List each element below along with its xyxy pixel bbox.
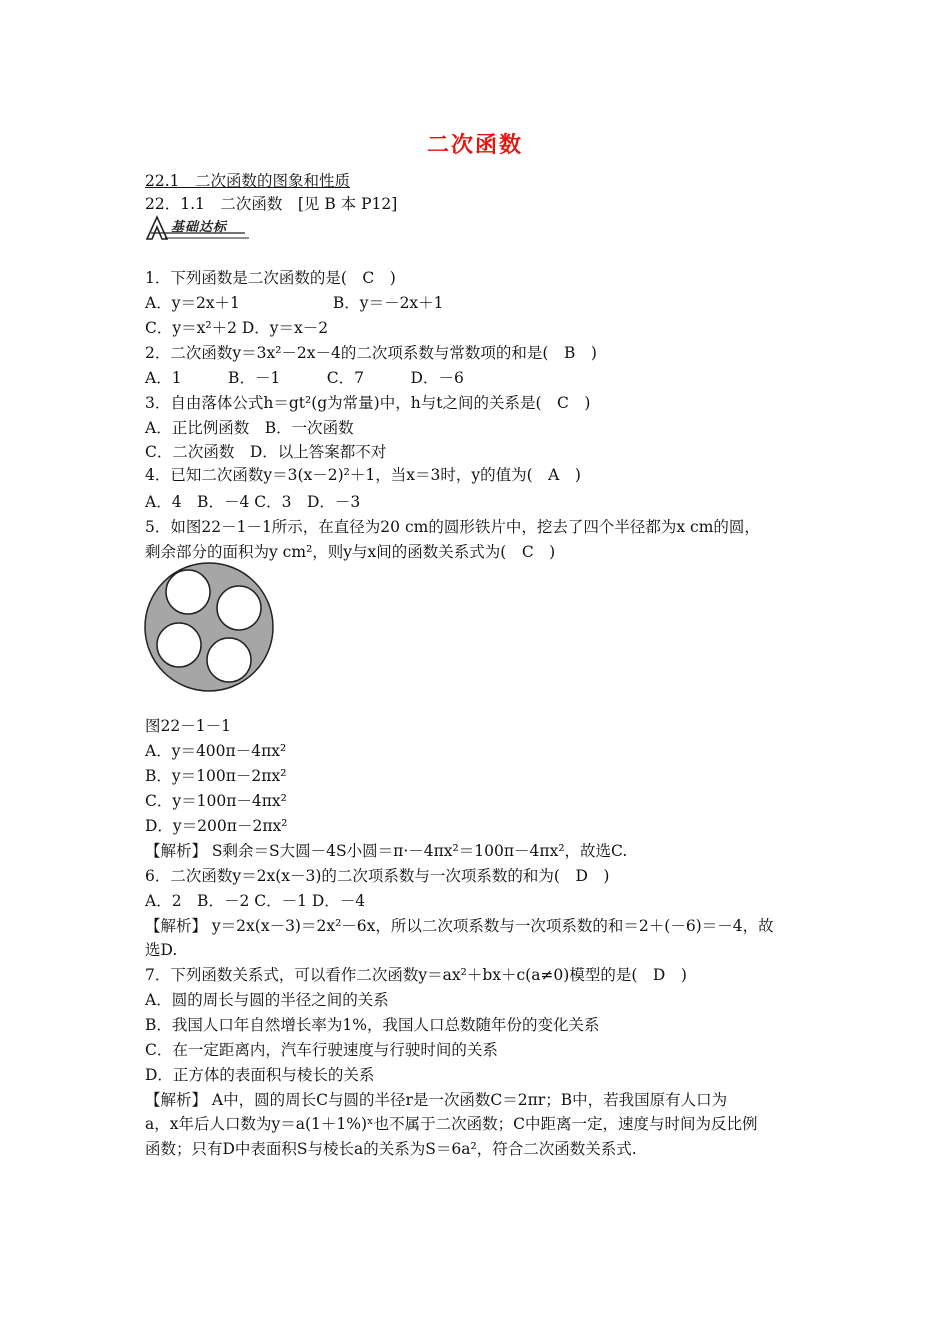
page-title: 二次函数 bbox=[426, 132, 523, 158]
q5-option-b: B．y＝100π－2πx² bbox=[145, 767, 287, 785]
q1-options-cd: C．y＝x²＋2 D．y＝x－2 bbox=[145, 319, 329, 337]
q7-analysis-line1: 【解析】 A中，圆的周长C与圆的半径r是一次函数C＝2πr；B中，若我国原有人口为 bbox=[145, 1091, 728, 1109]
q2-options: A．1 B．－1 C．7 D．－6 bbox=[145, 369, 464, 387]
hole-bottom-right bbox=[207, 638, 251, 682]
hole-top-left bbox=[166, 570, 210, 614]
q6-stem: 6．二次函数y＝2x(x－3)的二次项系数与一次项系数的和为( D ) bbox=[145, 867, 610, 885]
subsection-heading: 22．1.1 二次函数 [见 B 本 P12] bbox=[145, 195, 398, 213]
q5-stem-line1: 5．如图22－1－1所示，在直径为20 cm的圆形铁片中，挖去了四个半径都为x cm的圆， bbox=[145, 518, 760, 536]
q5-option-a: A．y＝400π－4πx² bbox=[145, 742, 287, 760]
q7-option-a: A．圆的周长与圆的半径之间的关系 bbox=[145, 991, 389, 1009]
q5-option-c: C．y＝100π－4πx² bbox=[145, 792, 287, 810]
q6-options: A．2 B．－2 C．－1 D．－4 bbox=[145, 892, 366, 910]
q2-stem: 2．二次函数y＝3x²－2x－4的二次项系数与常数项的和是( B ) bbox=[145, 344, 597, 362]
q7-analysis-line2: a，x年后人口数为y＝a(1＋1%)ˣ也不属于二次函数；C中距离一定，速度与时间为反比例 bbox=[145, 1115, 758, 1133]
section-heading: 22.1 二次函数的图象和性质 bbox=[145, 172, 351, 190]
q5-stem-line2: 剩余部分的面积为y cm²，则y与x间的函数关系式为( C ) bbox=[145, 543, 556, 561]
q7-stem: 7．下列函数关系式，可以看作二次函数y＝ax²＋bx＋c(a≠0)模型的是( D ) bbox=[145, 966, 687, 984]
figure-caption: 图22－1－1 bbox=[145, 717, 231, 735]
figure-circle-with-holes bbox=[143, 561, 275, 693]
q3-options-ab: A．正比例函数 B．一次函数 bbox=[145, 419, 354, 437]
q7-option-d: D．正方体的表面积与棱长的关系 bbox=[145, 1066, 375, 1084]
badge-label: 基础达标 bbox=[171, 220, 228, 235]
q7-option-c: C．在一定距离内，汽车行驶速度与行驶时间的关系 bbox=[145, 1041, 498, 1059]
q4-options: A．4 B．－4 C．3 D．－3 bbox=[145, 493, 361, 511]
q5-analysis: 【解析】 S剩余＝S大圆－4S小圆＝π·－4πx²＝100π－4πx²，故选C. bbox=[145, 842, 628, 860]
q6-analysis-line1: 【解析】 y＝2x(x－3)＝2x²－6x，所以二次项系数与一次项系数的和＝2＋(－6)＝－4，故 bbox=[145, 917, 774, 935]
q7-analysis-line3: 函数；只有D中表面积S与棱长a的关系为S＝6a²，符合二次函数关系式. bbox=[145, 1140, 637, 1158]
q1-stem: 1．下列函数是二次函数的是( C ) bbox=[145, 269, 396, 287]
q1-options-ab: A．y＝2x＋1 B．y＝－2x＋1 bbox=[145, 294, 444, 312]
hole-top-right bbox=[217, 586, 261, 630]
q7-option-b: B．我国人口年自然增长率为1%，我国人口总数随年份的变化关系 bbox=[145, 1016, 600, 1034]
badge-basic-level bbox=[145, 215, 250, 241]
q5-option-d: D．y＝200π－2πx² bbox=[145, 817, 288, 835]
q4-stem: 4．已知二次函数y＝3(x－2)²＋1，当x＝3时，y的值为( A ) bbox=[145, 466, 581, 484]
q6-analysis-line2: 选D. bbox=[145, 941, 178, 959]
hole-bottom-left bbox=[157, 623, 201, 667]
q3-stem: 3．自由落体公式h＝gt²(g为常量)中，h与t之间的关系是( C ) bbox=[145, 394, 591, 412]
large-disc bbox=[145, 563, 273, 691]
q3-options-cd: C．二次函数 D．以上答案都不对 bbox=[145, 443, 387, 461]
